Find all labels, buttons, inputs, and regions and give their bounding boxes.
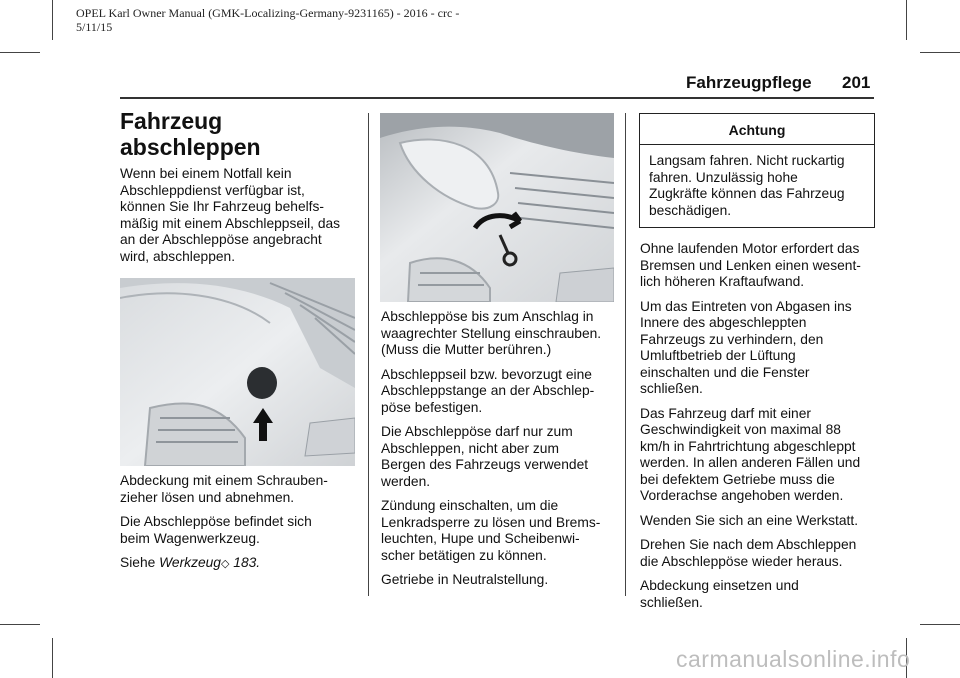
column-2 <box>381 309 619 589</box>
warning-box <box>639 113 875 228</box>
figure-cover-removal <box>120 278 355 466</box>
crop-mark <box>52 0 53 40</box>
figure-tow-eye-install <box>380 113 614 302</box>
intro-paragraph: Wenn bei einem Notfall kein Abschleppdienst verfügbar ist, können Sie Ihr Fahrzeug behelfs- mäßig mit einem Abschleppseil, das an der Abschleppöse angebracht wird, abschleppen. <box>120 166 341 264</box>
column-1 <box>120 108 360 265</box>
print-header-line1: OPEL Karl Owner Manual (GMK-Localizing-Germany-9231165) - 2016 - crc - <box>76 6 460 20</box>
figure-caption: Abdeckung mit einem Schrauben- zieher lösen und abnehmen. <box>120 473 328 505</box>
crop-mark <box>0 52 40 53</box>
paragraph: Die Abschleppöse darf nur zum Abschleppen, nicht aber zum Bergen des Fahrzeugs verwendet werden. <box>381 424 589 489</box>
figure-caption: Abschleppöse bis zum Anschlag in waagrechter Stellung einschrauben. (Muss die Mutter berühren.) <box>381 309 602 357</box>
column-1-lower <box>120 473 360 573</box>
paragraph: Zündung einschalten, um die Lenkradsperre zu lösen und Brems- leuchten, Hupe und Scheibenwi- scher betätigen zu können. <box>381 498 601 563</box>
cross-reference-link[interactable]: Werkzeug <box>159 555 221 570</box>
header-rule <box>120 97 874 99</box>
crop-mark <box>52 638 53 678</box>
page-ref-icon: ◇ <box>220 557 230 570</box>
section-heading <box>120 108 360 160</box>
crop-mark <box>906 0 907 40</box>
page-number: 201 <box>842 73 871 92</box>
warning-title: Achtung <box>640 114 874 145</box>
heading-line: Fahrzeug <box>120 108 223 134</box>
paragraph: Abschleppseil bzw. bevorzugt eine Abschleppstange an der Abschlep- pöse befestigen. <box>381 366 595 415</box>
heading-line: abschleppen <box>120 134 261 160</box>
cross-reference-page: 183. <box>229 555 261 570</box>
section-title: Fahrzeugpflege <box>686 73 812 92</box>
column-separator <box>625 113 626 596</box>
paragraph: Getriebe in Neutralstellung. <box>381 572 549 587</box>
paragraph: Wenden Sie sich an eine Werkstatt. <box>640 512 859 528</box>
crop-mark <box>0 624 40 625</box>
tow-eye-cover <box>247 367 277 399</box>
column-separator <box>368 113 369 596</box>
watermark: carmanualsonline.info <box>676 646 911 672</box>
paragraph: Drehen Sie nach dem Abschleppen die Abschleppöse wieder heraus. <box>640 537 857 569</box>
crop-mark <box>920 52 960 53</box>
tow-eye-illustration <box>380 113 614 302</box>
paragraph: Um das Eintreten von Abgasen ins Innere des abgeschleppten Fahrzeugs zu verhindern, den Umluftbetrieb der Lüftung einschalten und die Fenster schließen. <box>640 298 852 396</box>
column-3 <box>640 241 880 611</box>
bumper-cover-illustration <box>120 278 355 466</box>
cross-reference: Siehe Werkzeug◇ 183. <box>120 555 261 570</box>
paragraph: Ohne laufenden Motor erfordert das Bremsen und Lenken einen wesent- lich höheren Kraftaufwand. <box>640 241 861 289</box>
print-header-line2: 5/11/15 <box>76 20 113 34</box>
paragraph: Die Abschleppöse befindet sich beim Wagenwerkzeug. <box>120 514 312 546</box>
crop-mark <box>920 624 960 625</box>
warning-text: Langsam fahren. Nicht ruckartig fahren. Unzulässig hohe Zugkräfte können das Fahrzeug beschädigen. <box>649 153 845 218</box>
print-header <box>76 6 459 34</box>
paragraph: Das Fahrzeug darf mit einer Geschwindigkeit von maximal 88 km/h in Fahrtrichtung abgeschleppt werden. In allen anderen Fällen und bei defektem Getriebe muss die Vorderachse angehoben werden. <box>640 405 861 503</box>
paragraph: Abdeckung einsetzen und schließen. <box>640 578 799 610</box>
